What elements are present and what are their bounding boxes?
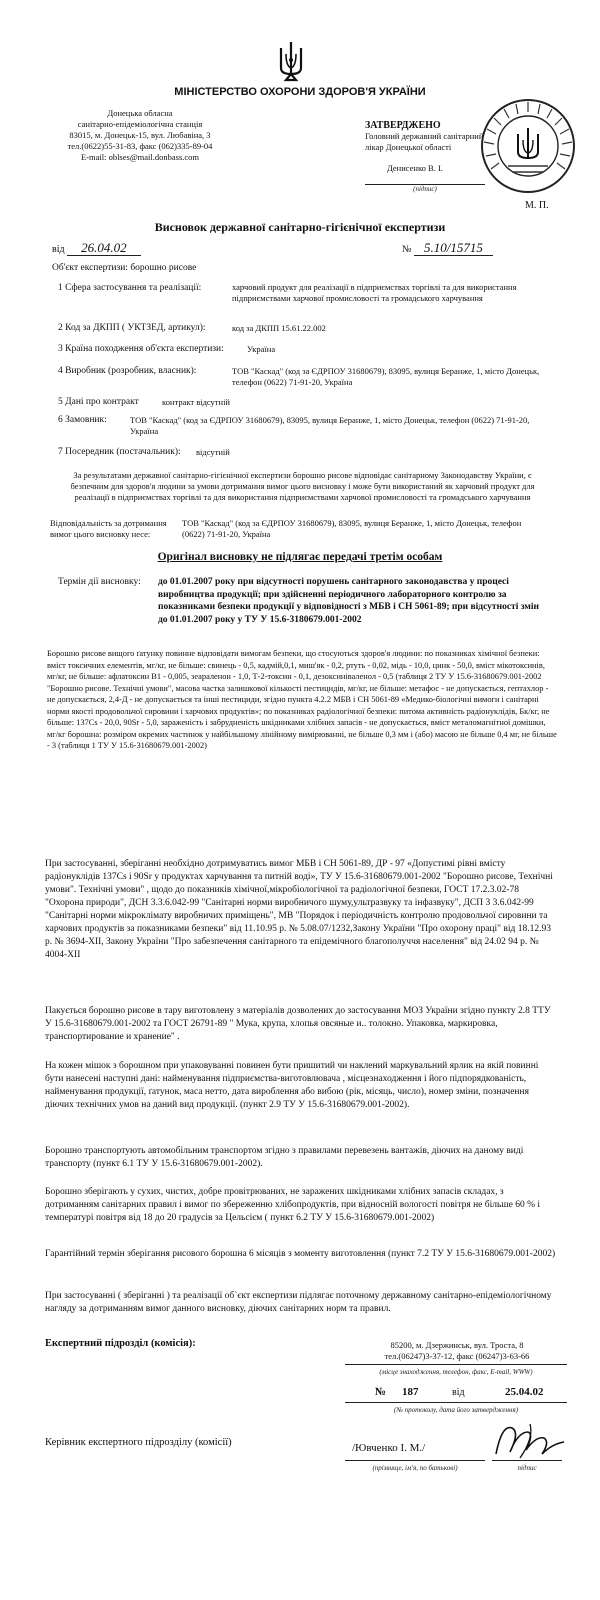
object-line: Об'єкт експертизи: борошно рисове (52, 263, 197, 273)
head-signature-underline (492, 1460, 562, 1461)
date-block (52, 240, 141, 256)
item-label: 7 Посередник (постачальник): (58, 447, 181, 457)
term-value: до 01.01.2007 року при відсутності порушень санітарного законодавства у процесі виробництва продукції; при здійсненні періодичного лабораторного контролю за показниками безпеки продукції у відповідності з МБВ і СН 5061-89; при відсутності змін до 01.01.2007 року у ТУ У 15.6-3180679.001-2002 (158, 577, 539, 625)
original-notice: Оригінал висновку не підлягає передачі третім особам (157, 551, 443, 563)
protocol-from: від (452, 1387, 465, 1398)
item-value: ТОВ "Каскад" (код за ЄДРПОУ 31680679), 83095, вулиця Беранже, 1, місто Донецьк, телефон (0622) 71-91-20, Україна (130, 415, 530, 436)
item-value: відсутній (196, 447, 230, 457)
warranty-paragraph: Гарантійний термін зберігання рисового борошна 6 місяців з моменту виготовлення (пункт 7.2 ТУ У 15.6-31680679.001-2002) (45, 1249, 556, 1259)
official-seal-icon (478, 96, 578, 196)
head-label: Керівник експертного підрозділу (комісії) (45, 1437, 232, 1448)
standards-paragraph: При застосуванні, зберіганні необхідно дотримуватись вимог МБВ і СН 5061-89, ДР - 97 «Допустимі рівні вмісту радіонуклідів 137Cs і 90Sr у продуктах харчування та питній воді», ТУ У 15.6-31680679.001-2002 "Борошно рисове, Технічні умови". Технічні умови" , щодо до показників хімічної,мікробіологічної та радіологічної безпеки, ГОСТ 17.2.3.02-78 "Охорона природи", ДСН 3.3.6.042-99 "Санітарні норми виробничого шуму,ультразвуку та інфазвуку", ДСП 3 3.6.042-99 "Санітарні норми мікроклімату виробничих приміщень", МВ "Порядок і періодичність контролю продовольчої сировини та харчових продуктів за показниками безпеки" від 11.10.95 р. № 5.08.07/1232,Закону України "Про охорону праці" від 18.12.93 р. № 3694-XII, Закону України "Про забезпечення санітарного та епідемічного благополуччя населення" від 24.02 94 р. № 4004-XII (45, 859, 553, 960)
expert-address-line: 85200, м. Дзержинськ, вул. Троста, 8 (390, 1340, 524, 1350)
org-block (40, 108, 240, 163)
expert-label: Експертний підрозділ (комісія): (45, 1338, 196, 1349)
responsible-value: ТОВ "Каскад" (код за ЄДРПОУ 31680679), 83095, вулиця Беранже, 1, місто Донецьк, телефон (0622) 71-91-20, Україна (182, 518, 522, 539)
signature-caption: (підпис) (413, 185, 437, 193)
labeling-paragraph: На кожен мішок з борошном при упаковуванні повинен бути пришитий чи наклений маркувальний ярлик на якій повинні бути нанесені наступні дані: найменування підприємства-виготовлювача , місцезнаходження і його підпорядкованість, найменування продукції, ґатунок, маса нетто, дата вироблення або вибою (рік, місяць, число), номер зміни, позначення діючих технічних умов на даний вид продукції. (пункт 2.9 ТУ У 15.6-31680679.001-2002). (45, 1061, 539, 1110)
document-title: Висновок державної санітарно-гігієнічної експертизи (154, 220, 446, 234)
address-underline (345, 1364, 567, 1365)
item-label: 6 Замовник: (58, 415, 107, 425)
item-value: ТОВ "Каскад" (код за ЄДРПОУ 31680679), 83095, вулиця Беранже, 1, місто Донецьк, телефон (0622) 71-91-20, Україна (232, 366, 540, 387)
item-value: код за ДКПП 15.61.22.002 (232, 323, 326, 333)
item-value: контракт відсутній (162, 397, 230, 407)
number-block (402, 240, 493, 256)
number-value: 5.10/15715 (414, 240, 493, 256)
packaging-paragraph: Пакується борошно рисове в тару виготовлену з матеріалів дозволених до застосування МОЗ України згідно пункту 2.8 ТТУ У 15.6-31680679.001-2002 та ГОСТ 26791-89 " Мука, крупа, хлопья овсяные и.. толокно. Упаковка, маркировка, транспортирование и хранение" . (45, 1006, 551, 1042)
item-value: Україна (247, 344, 276, 354)
item-label: 4 Виробник (розробник, власник): (58, 366, 197, 376)
number-label: № (402, 244, 412, 255)
date-label: від (52, 244, 65, 255)
approver-line: лікар Донецької області (365, 142, 452, 152)
transport-paragraph: Борошно транспортують автомобільним транспортом згідно з правилами перевезень вантажів, діючих на даному виді транспорту (пункт 6.1 ТУ У 15.6-31680679.001-2002). (45, 1146, 524, 1169)
date-value: 26.04.02 (67, 240, 141, 256)
org-line: E-mail: oblses@mail.donbass.com (80, 152, 200, 162)
expert-address-line: тел.(06247)3-37-12, факс (06247)3-63-66 (384, 1351, 530, 1361)
head-signature-caption: підпис (517, 1464, 537, 1472)
org-line: 83015, м. Донецьк-15, вул. Любавіна, 3 (69, 130, 211, 140)
item-label: 2 Код за ДКПП ( УКТЗЕД, артикул): (58, 323, 206, 333)
supervision-paragraph: При застосуванні ( зберіганні ) та реалізації об`єкт експертизи підлягає поточному державному санітарно-епідеміологічному нагляду за дотриманням вимог данного висновку, діючих санітарних норм та правил. (45, 1291, 552, 1314)
expert-address (352, 1340, 562, 1362)
protocol-number-label: № (375, 1386, 387, 1398)
protocol-underline (345, 1402, 567, 1403)
requirements-paragraph: Борошно рисове вищого ґатунку повинне відповідати вимогам безпеки, що стосуються здоров'я людини: по показниках хімічної безпеки: вміст токсичних елементів, мг/кг, не більше: свинець - 0,5, кадмій,0,1, миш'як - 0,2, ртуть - 0,02, мідь - 10,0, цинк - 50,0, вміст мікотоксинів, мг/кг, не більше: афлатоксин В1 - 0,005, зеараленон - 1,0, Т-2-токсин - 0,1, дезоксиніваленол - 0,5 (таблиця 2 ТУ У 15.6-31680679.001-2002 "Борошно рисове. Технічні умови", масова частка залишкової кількості пестицидів, мг/кг, не більше: метафос - не допускається, гептахлор - не допускається, 2,4-Д - не допускається та інші пестициди, згідно пункта 4.2.2 МБВ і СН 5061-89 «Медико-біологічні вимоги і санітарні норми якості продовольчої сировини і харчових продуктів»; по показниках радіологічної безпеки: питома активність радіонуклідів, Бк/кг, не більше: 137Cs - 20,0, 90Sr - 5,0, зараженість і забрудненість шкідниками хлібних запасів - не допускається, вміст металомагнітної домішки, мг/кг борошна: розміром окремих частинок у найбільшому лінійному вимірюванні, не більше 0,3 мм і (або) масою не більше 0,4 мг, не більше - 3 (таблиця 1 ТУ У 15.6-31680679.001-2002) (47, 649, 557, 750)
responsible-label: Відповідальність за дотримання вимог цього висновку несе: (50, 518, 167, 539)
org-line: тел.(0622)55-31-83, факс (062)335-89-04 (67, 141, 213, 151)
expert-address-caption: (місце знаходження, телефон, факс, E-mail, WWW) (379, 1368, 533, 1376)
storage-paragraph: Борошно зберігають у сухих, чистих, добре провітрюваних, не заражених шкідниками хлібних запасів складах, з дотриманням санітарних правил і вимог по збереженню хлібопродуктів, при відносній вологості повітря не більше 60 % і температурі повітря від 18 до 20 градусів за Цельсієм ( пункт 6.2 ТУ У 15.6-31680679.001-2002) (45, 1187, 541, 1223)
item-label: 1 Сфера застосування та реалізації: (58, 283, 202, 293)
org-line: санітарно-епідеміологічна станція (77, 119, 203, 129)
approver-line: Головний державний санітарний (365, 131, 484, 141)
head-name-underline (345, 1460, 485, 1461)
term-label: Термін дії висновку: (58, 577, 141, 587)
protocol-caption: (№ протоколу, дата його затвердження) (393, 1406, 519, 1414)
conclusion-paragraph: За результатами державної санітарно-гігієнічної експертизи борошно рисове відповідає санітарному Законодавству України, є безпечним для здоров'я людини за умови дотримання вимог цього висновку і може бути використаний як харчовий продукт для реалізації в підприємствах торгівлі та для використання підприємствами харчової промисловості та громадського харчування (70, 470, 535, 502)
trident-emblem-icon (278, 40, 304, 82)
mp-label: М. П. (525, 200, 549, 211)
approver-name: Денисенко В. І. (387, 163, 443, 173)
item-label: 5 Дані про контракт (58, 397, 139, 407)
org-line: Донецька обласна (107, 108, 173, 118)
head-name: /Ювченко І. М./ (352, 1442, 426, 1454)
item-value: харчовий продукт для реалізації в підприємствах торгівлі та для використання підприємствами харчової промисловості та громадського харчування (232, 282, 517, 303)
item-label: 3 Країна походження об'єкта експертизи: (58, 344, 224, 354)
ministry-title: МІНІСТЕРСТВО ОХОРОНИ ЗДОРОВ'Я УКРАЇНИ (174, 86, 426, 98)
protocol-date: 25.04.02 (505, 1386, 544, 1398)
handwritten-signature-icon (490, 1418, 570, 1464)
approved-label: ЗАТВЕРДЖЕНО (365, 120, 441, 131)
head-name-caption: (прізвище, ім'я, по батькові) (372, 1464, 458, 1472)
protocol-number: 187 (402, 1386, 419, 1398)
